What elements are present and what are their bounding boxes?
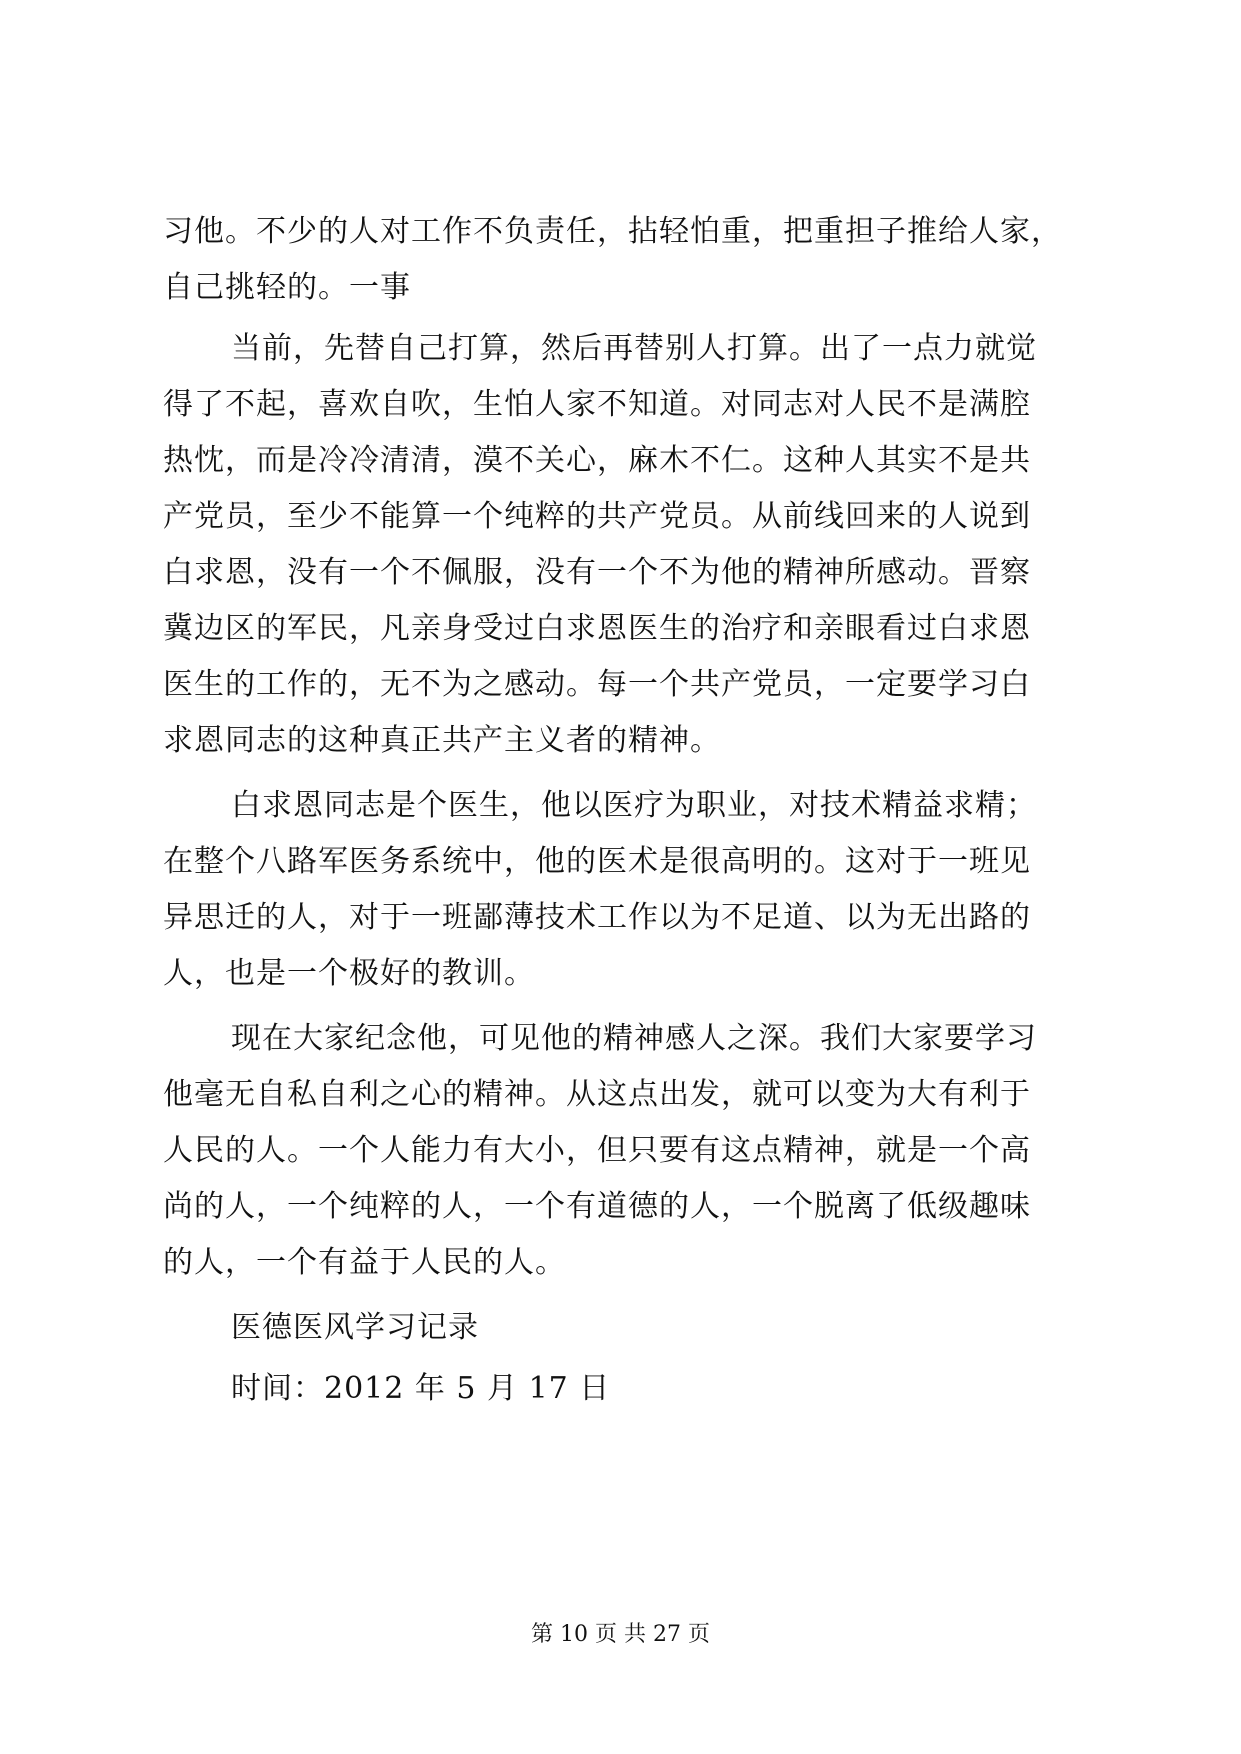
paragraph-4-line-1: 现在大家纪念他，可见他的精神感人之深。我们大家要学习 xyxy=(231,1021,1037,1056)
paragraph-1-line-1: 习他。不少的人对工作不负责任，拈轻怕重，把重担子推给人家， xyxy=(163,214,1062,249)
page-number-footer: 第 10 页 共 27 页 xyxy=(531,1622,710,1647)
paragraph-3-line-1: 白求恩同志是个医生，他以医疗为职业，对技术精益求精； xyxy=(231,788,1037,823)
paragraph-2-line-6: 冀边区的军民，凡亲身受过白求恩医生的治疗和亲眼看过白求恩 xyxy=(163,611,1031,646)
paragraph-4-line-2: 他毫无自私自利之心的精神。从这点出发，就可以变为大有利于 xyxy=(163,1077,1031,1112)
paragraph-2-line-8: 求恩同志的这种真正共产主义者的精神。 xyxy=(163,723,721,758)
paragraph-3-line-3: 异思迁的人，对于一班鄙薄技术工作以为不足道、以为无出路的 xyxy=(163,900,1031,935)
record-title: 医德医风学习记录 xyxy=(231,1310,479,1345)
paragraph-2-line-2: 得了不起，喜欢自吹，生怕人家不知道。对同志对人民不是满腔 xyxy=(163,387,1031,422)
paragraph-4-line-3: 人民的人。一个人能力有大小，但只要有这点精神，就是一个高 xyxy=(163,1133,1031,1168)
paragraph-4-line-4: 尚的人，一个纯粹的人，一个有道德的人，一个脱离了低级趣味 xyxy=(163,1189,1031,1224)
paragraph-3-line-2: 在整个八路军医务系统中，他的医术是很高明的。这对于一班见 xyxy=(163,844,1031,879)
paragraph-1-line-2: 自己挑轻的。一事 xyxy=(163,270,411,305)
paragraph-4-line-5: 的人，一个有益于人民的人。 xyxy=(163,1245,566,1280)
record-time: 时间：2012 年 5 月 17 日 xyxy=(231,1371,611,1406)
paragraph-2-line-5: 白求恩，没有一个不佩服，没有一个不为他的精神所感动。晋察 xyxy=(163,555,1031,590)
paragraph-2-line-7: 医生的工作的，无不为之感动。每一个共产党员，一定要学习白 xyxy=(163,667,1031,702)
paragraph-2-line-3: 热忱，而是冷冷清清，漠不关心，麻木不仁。这种人其实不是共 xyxy=(163,443,1031,478)
paragraph-2-line-4: 产党员，至少不能算一个纯粹的共产党员。从前线回来的人说到 xyxy=(163,499,1031,534)
paragraph-2-line-1: 当前，先替自己打算，然后再替别人打算。出了一点力就觉 xyxy=(231,331,1037,366)
paragraph-3-line-4: 人，也是一个极好的教训。 xyxy=(163,956,535,991)
